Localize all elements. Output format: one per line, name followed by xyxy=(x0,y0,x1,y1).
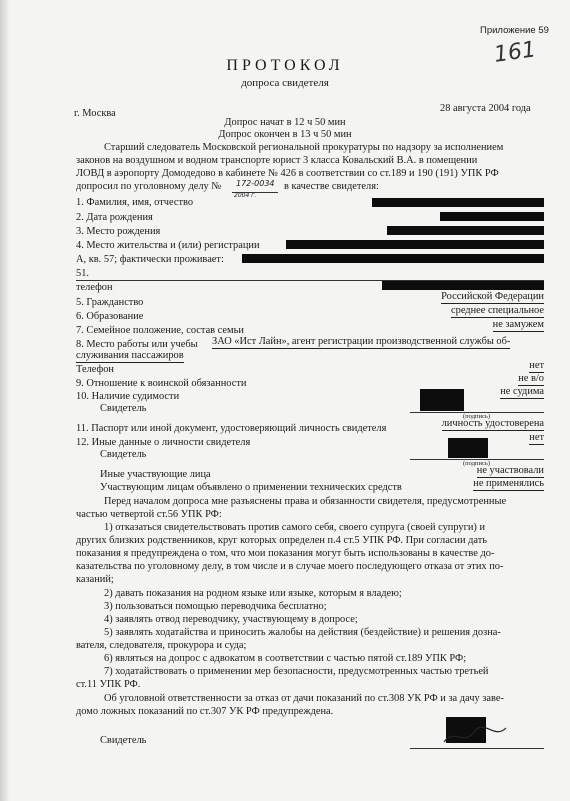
rights-intro-line-1: Перед началом допроса мне разъяснены права и обязанности свидетеля, предусмотренные xyxy=(104,496,507,507)
tech-label: Участвующим лицам объявлено о применении технических средств xyxy=(100,482,402,493)
date: 28 августа 2004 года xyxy=(440,103,531,114)
signature-caption-2: (подпись) xyxy=(463,460,490,467)
final-witness-label: Свидетель xyxy=(100,735,147,746)
liability-line-2: домо ложных показаний по ст.307 УК РФ предупреждена. xyxy=(76,706,334,717)
right-6: 6) являться на допрос с адвокатом в соответствии с частью пятой ст.189 УПК РФ; xyxy=(104,653,467,664)
field-5-value: Российской Федерации xyxy=(441,291,544,302)
start-time: Допрос начат в 12 ч 50 мин xyxy=(224,117,346,128)
right-5-line-1: 5) заявлять ходатайства и приносить жалобы на действия (бездействие) и решения дозна- xyxy=(104,627,501,638)
field-9-label: 9. Отношение к воинской обязанности xyxy=(76,378,247,389)
redacted-phone xyxy=(382,281,544,290)
right-1-line-5: казаний; xyxy=(76,574,114,585)
field-1-label: 1. Фамилия, имя, отчество xyxy=(76,197,194,208)
field-10-value: не судима xyxy=(500,386,544,397)
right-7-line-2: ст.11 УПК РФ. xyxy=(76,679,141,690)
field-8-value-line-1: ЗАО «Ист Лайн», агент регистрации производственной службы об- xyxy=(212,336,511,347)
appendix-label: Приложение 59 xyxy=(480,25,549,36)
liability-line-1: Об уголовной ответственности за отказ от дачи показаний по ст.308 УК РФ и за дачу заве- xyxy=(104,693,504,704)
field-11-label: 11. Паспорт или иной документ, удостоверяющий личность свидетеля xyxy=(76,423,387,434)
field-10-label: 10. Наличие судимости xyxy=(76,391,180,402)
handwritten-case-number: 172-0034 xyxy=(236,179,275,188)
redacted-birthdate xyxy=(440,212,544,221)
signature-caption-1: (подпись) xyxy=(463,413,490,420)
handwritten-case-year: 2004 г. xyxy=(234,192,257,199)
right-5-line-2: вателя, следователя, прокурора и суда; xyxy=(76,640,247,651)
right-1-line-3: показания я предупреждена о том, что мои показания могут быть использованы в качестве до- xyxy=(76,548,495,559)
field-2-label: 2. Дата рождения xyxy=(76,212,153,223)
rights-intro-line-2: частью четвертой ст.56 УПК РФ: xyxy=(76,509,222,520)
intro-line-5: в качестве свидетеля: xyxy=(284,181,379,192)
tech-value: не применялись xyxy=(473,478,544,489)
redacted-birthplace xyxy=(387,226,544,235)
intro-line-2: законов на воздушном и водном транспорте юрист 3 класса Ковальский В.А. в помещении xyxy=(76,155,478,166)
right-7-line-1: 7) ходатайствовать о применении мер безопасности, предусмотренных частью третьей xyxy=(104,666,489,677)
final-signature-scribble xyxy=(440,722,510,748)
phone-label: телефон xyxy=(76,282,113,293)
field-4c-label: 51. xyxy=(76,268,89,279)
city: г. Москва xyxy=(74,108,116,119)
field-12-value: нет xyxy=(529,432,544,443)
end-time: Допрос окончен в 13 ч 50 мин xyxy=(218,129,352,140)
field-7-value: не замужем xyxy=(492,319,544,330)
right-2: 2) давать показания на родном языке или языке, которым я владею; xyxy=(104,588,402,599)
field-8-value-line-2: служивания пассажиров xyxy=(76,350,184,361)
right-1-line-2: других близких родственников, круг которых определен п.4 ст.5 УПК РФ. При согласии дать xyxy=(76,535,488,546)
field-12-label: 12. Иные данные о личности свидетеля xyxy=(76,437,251,448)
field-3-label: 3. Место рождения xyxy=(76,226,161,237)
signature-line-3 xyxy=(410,748,544,749)
redacted-address xyxy=(286,240,544,249)
page-title: ПРОТОКОЛ xyxy=(226,57,344,74)
others-value: не участвовали xyxy=(476,465,544,476)
right-3: 3) пользоваться помощью переводчика бесплатно; xyxy=(104,601,327,612)
witness-label-1: Свидетель xyxy=(100,403,147,414)
right-1-line-4: казательства по уголовному делу, в том числе и в случае моего последующего отказа от этих по- xyxy=(76,561,504,572)
field-7-label: 7. Семейное положение, состав семьи xyxy=(76,325,244,336)
page-subtitle: допроса свидетеля xyxy=(241,77,329,89)
field-6-label: 6. Образование xyxy=(76,311,144,322)
work-phone-label: Телефон xyxy=(76,364,114,375)
field-8-label: 8. Место работы или учебы xyxy=(76,339,198,350)
right-4: 4) заявлять отвод переводчику, участвующему в допросе; xyxy=(104,614,358,625)
redacted-signature-1 xyxy=(420,389,464,411)
witness-label-2: Свидетель xyxy=(100,449,147,460)
field-6-value: среднее специальное xyxy=(451,305,544,316)
intro-line-1: Старший следователь Московской региональной прокуратуры по надзору за исполнением xyxy=(104,142,504,153)
redacted-signature-2 xyxy=(448,438,488,458)
work-phone-value: нет xyxy=(529,360,544,371)
right-1-line-1: 1) отказаться свидетельствовать против самого себя, своего супруга (своей супруги) и xyxy=(104,522,486,533)
field-5-label: 5. Гражданство xyxy=(76,297,144,308)
field-4-label: 4. Место жительства и (или) регистрации xyxy=(76,240,260,251)
redacted-actual-address xyxy=(242,254,544,263)
intro-line-4: допросил по уголовному делу № xyxy=(76,181,222,192)
redacted-name xyxy=(372,198,544,207)
case-number-underline xyxy=(232,192,278,193)
others-label: Иные участвующие лица xyxy=(100,469,211,480)
field-11-value: личность удостоверена xyxy=(441,418,544,429)
intro-line-3: ЛОВД в аэропорту Домодедово в кабинете № 426 в соответствии со ст.189 и 190 (191) УПК РФ xyxy=(76,168,499,179)
field-4b-label: А, кв. 57; фактически проживает: xyxy=(76,254,224,265)
handwritten-page-number: 161 xyxy=(492,37,538,68)
field-9-value: не в/о xyxy=(518,373,544,384)
